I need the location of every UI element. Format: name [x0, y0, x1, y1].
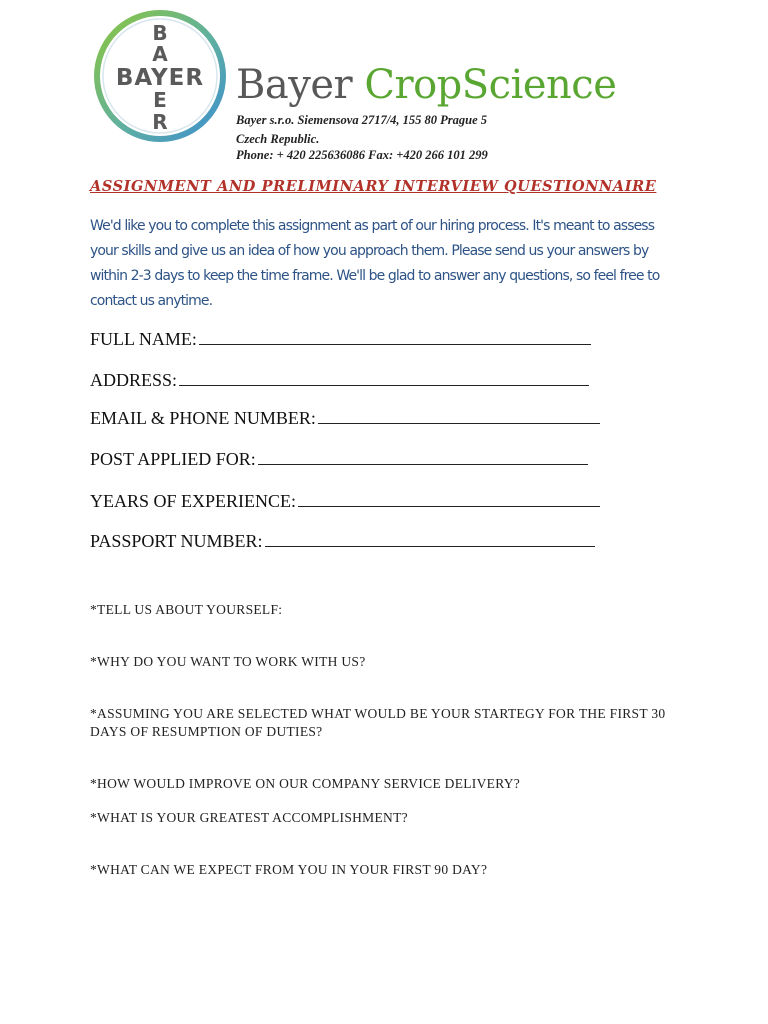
- address-line-3: Phone: + 420 225636086 Fax: +420 266 101 299: [236, 148, 488, 162]
- question-first-90-day: *WHAT CAN WE EXPECT FROM YOU IN YOUR FIRST 90 DAY?: [90, 862, 488, 877]
- full-name-label: FULL NAME:: [90, 329, 197, 349]
- address-line-1: Bayer s.r.o. Siemensova 2717/4, 155 80 Prague 5: [236, 113, 488, 127]
- years-experience-blank[interactable]: [298, 490, 600, 507]
- post-applied-blank[interactable]: [258, 448, 588, 465]
- question-greatest-accomplishment: *WHAT IS YOUR GREATEST ACCOMPLISHMENT?: [90, 810, 408, 825]
- intro-paragraph: We'd like you to complete this assignment as part of our hiring process. It's meant to assess your skills and give us an idea of how you approach them. Please send us your answers by within 2-3 days to keep the time frame. We'll be glad to answer any questions, so feel free to contact us anytime.: [90, 218, 660, 309]
- svg-text:A: A: [152, 42, 168, 66]
- full-name-blank[interactable]: [199, 328, 591, 345]
- post-applied-label: POST APPLIED FOR:: [90, 449, 256, 469]
- full-name-field[interactable]: [90, 328, 591, 350]
- passport-field[interactable]: [90, 530, 595, 552]
- email-phone-label: EMAIL & PHONE NUMBER:: [90, 408, 316, 428]
- address-line-2: Czech Republic.: [236, 132, 320, 146]
- email-phone-field[interactable]: [90, 407, 600, 429]
- svg-text:BAYER: BAYER: [115, 65, 205, 91]
- question-improve-service: *HOW WOULD IMPROVE ON OUR COMPANY SERVICE DELIVERY?: [90, 776, 521, 791]
- svg-text:E: E: [153, 88, 167, 112]
- brand-cropscience: CropScience: [364, 62, 617, 108]
- address-label: ADDRESS:: [90, 370, 178, 390]
- email-phone-blank[interactable]: [318, 407, 600, 424]
- post-applied-field[interactable]: [90, 448, 588, 470]
- brand-title: [236, 60, 616, 110]
- svg-text:B: B: [152, 21, 168, 45]
- passport-label: PASSPORT NUMBER:: [90, 531, 263, 551]
- svg-text:R: R: [152, 110, 168, 134]
- bayer-logo: [94, 6, 226, 146]
- address-blank[interactable]: [179, 369, 589, 386]
- question-first-30-days: *ASSUMING YOU ARE SELECTED WHAT WOULD BE YOUR STARTEGY FOR THE FIRST 30 DAYS OF RESUMPTION OF DUTIES?: [90, 706, 666, 739]
- address-field[interactable]: [90, 369, 589, 391]
- years-experience-field[interactable]: [90, 490, 600, 512]
- document-title: ASSIGNMENT AND PRELIMINARY INTERVIEW QUESTIONNAIRE: [90, 178, 657, 195]
- question-why-work-with-us: *WHY DO YOU WANT TO WORK WITH US?: [90, 654, 366, 669]
- brand-bayer: Bayer: [236, 62, 365, 108]
- bayer-cross-logo-icon: [94, 6, 226, 146]
- years-experience-label: YEARS OF EXPERIENCE:: [90, 491, 297, 511]
- question-tell-about-yourself: *TELL US ABOUT YOURSELF:: [90, 602, 283, 617]
- passport-blank[interactable]: [265, 530, 595, 547]
